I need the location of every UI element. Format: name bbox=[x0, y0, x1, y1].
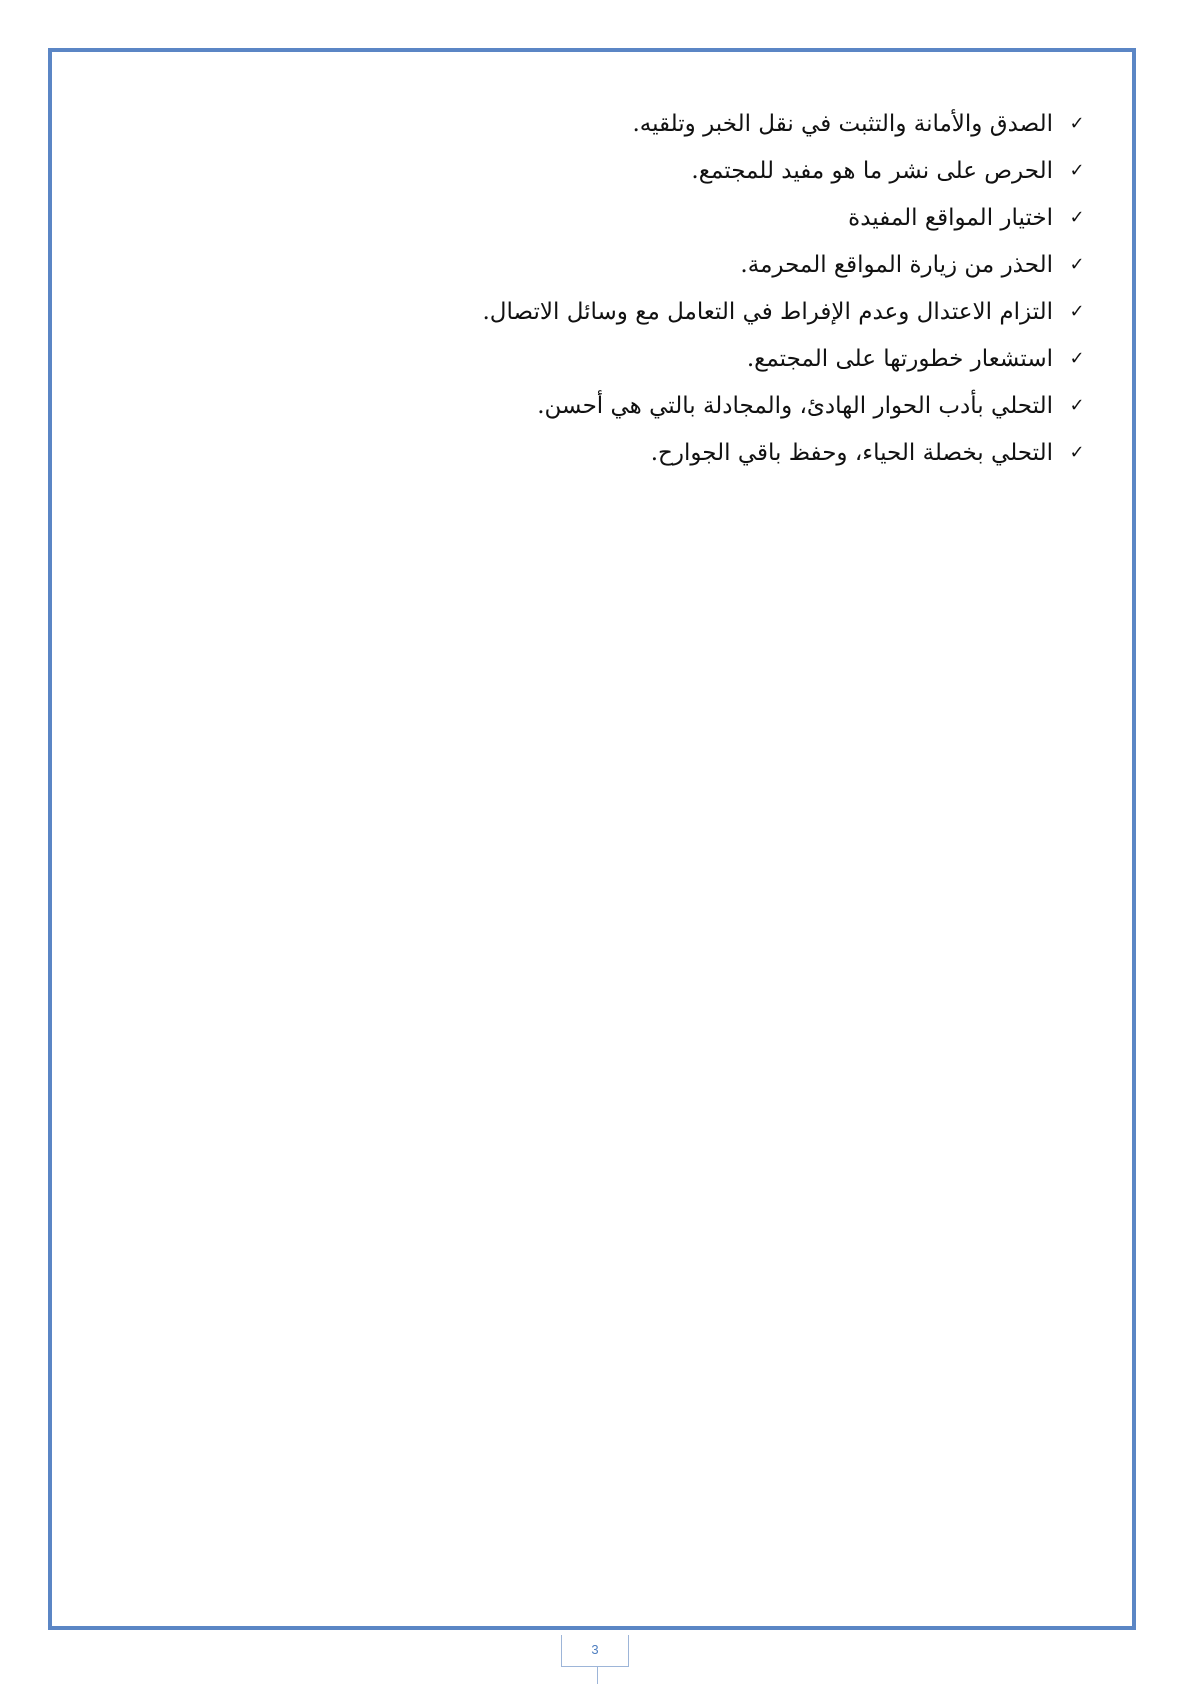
check-icon: ✓ bbox=[1069, 442, 1085, 463]
list-item-text: الصدق والأمانة والتثبت في نقل الخبر وتلقيه. bbox=[632, 110, 1053, 137]
check-icon: ✓ bbox=[1069, 113, 1085, 134]
list-item-text: استشعار خطورتها على المجتمع. bbox=[746, 345, 1053, 372]
check-icon: ✓ bbox=[1069, 395, 1085, 416]
page-number: 3 bbox=[561, 1635, 629, 1667]
check-icon: ✓ bbox=[1069, 160, 1085, 181]
list-item bbox=[483, 382, 1090, 429]
list-item-text: الحرص على نشر ما هو مفيد للمجتمع. bbox=[691, 157, 1053, 184]
list-item bbox=[483, 429, 1090, 476]
page-number-connector bbox=[597, 1667, 598, 1684]
list-item-text: اختيار المواقع المفيدة bbox=[848, 204, 1053, 231]
list-item bbox=[483, 335, 1090, 382]
check-icon: ✓ bbox=[1069, 254, 1085, 275]
list-item bbox=[483, 147, 1090, 194]
list-item bbox=[483, 288, 1090, 335]
check-icon: ✓ bbox=[1069, 348, 1085, 369]
check-icon: ✓ bbox=[1069, 301, 1085, 322]
list-item-text: التحلي بخصلة الحياء، وحفظ باقي الجوارح. bbox=[650, 439, 1053, 466]
list-item-text: الحذر من زيارة المواقع المحرمة. bbox=[740, 251, 1053, 278]
list-item bbox=[483, 241, 1090, 288]
list-item-text: التحلي بأدب الحوار الهادئ، والمجادلة بالتي هي أحسن. bbox=[537, 392, 1053, 419]
checklist bbox=[483, 100, 1090, 476]
list-item bbox=[483, 100, 1090, 147]
list-item bbox=[483, 194, 1090, 241]
check-icon: ✓ bbox=[1069, 207, 1085, 228]
list-item-text: التزام الاعتدال وعدم الإفراط في التعامل مع وسائل الاتصال. bbox=[482, 298, 1053, 325]
